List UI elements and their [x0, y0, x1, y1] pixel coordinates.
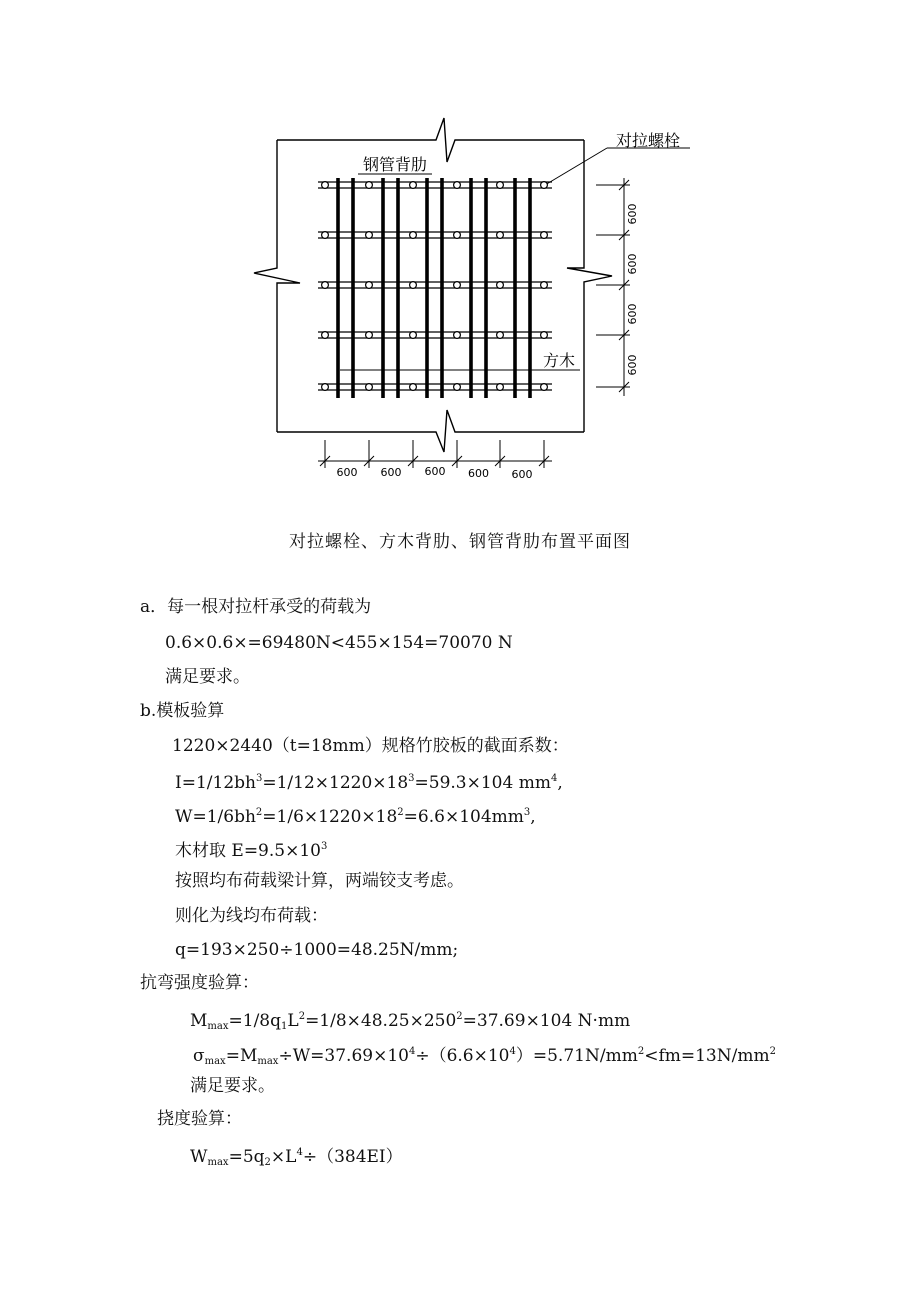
bolt-symbol: [454, 182, 461, 189]
dim-text-bottom: 600: [424, 465, 446, 478]
label-timber-batten: 方木: [542, 351, 576, 370]
dim-text-bottom: 600: [511, 468, 533, 481]
bolt-symbol: [366, 384, 373, 391]
bolt-symbol: [541, 182, 548, 189]
diagram-caption: 对拉螺栓、方木背肋、钢管背肋布置平面图: [289, 532, 631, 552]
bolt-symbol: [366, 182, 373, 189]
formula-q: q=193×250÷1000=48.25N/mm;: [175, 940, 459, 960]
bolt-symbol: [322, 332, 329, 339]
bolt-symbol: [541, 332, 548, 339]
bolt-symbol: [322, 282, 329, 289]
frame-left-edge: [254, 140, 300, 432]
item-a-calc: 0.6×0.6×=69480N<455×154=70070 N: [165, 633, 513, 653]
bolt-symbol: [410, 332, 417, 339]
bolt-symbol: [541, 282, 548, 289]
item-a-ok: 满足要求。: [165, 667, 250, 687]
label-steel-tube: 钢管背肋: [362, 155, 428, 174]
bolt-symbol: [454, 232, 461, 239]
layout-plan-diagram: [0, 0, 920, 500]
item-b-linear: 则化为线均布荷载：: [175, 906, 328, 926]
bolt-symbol: [497, 332, 504, 339]
bolt-symbol: [497, 384, 504, 391]
bolt-symbol: [322, 232, 329, 239]
dim-text-bottom: 600: [468, 467, 489, 480]
bolt-symbol: [410, 232, 417, 239]
bolt-symbol: [410, 384, 417, 391]
bolt-symbol: [541, 384, 548, 391]
formula-Wmax: $W_{max}=5q_2\times L^4\div(384EI)$: [190, 1147, 403, 1168]
bolt-symbol: [454, 384, 461, 391]
frame-right-edge: [567, 140, 612, 432]
dim-text-right: 600: [626, 253, 639, 275]
bolt-symbol: [322, 384, 329, 391]
deflection-title: 挠度验算：: [157, 1109, 242, 1129]
bolt-symbol: [366, 282, 373, 289]
dim-text-bottom: 600: [336, 466, 358, 479]
bolt-symbol: [410, 282, 417, 289]
item-b-title: b.模板验算: [140, 701, 225, 721]
dim-text-bottom: 600: [380, 466, 402, 479]
formula-Mmax: $M_{max}=1/8q_1L^2=1/8\times 48.25\times 250^2=37.69\times 104$ N·mm: [190, 1011, 631, 1032]
bolt-symbol: [410, 182, 417, 189]
formula-W: $W=1/6bh^2=1/6\times 1220\times 18^2=6.6\times 104mm^3$,: [175, 807, 536, 827]
frame-bottom-edge: [277, 410, 584, 452]
bolt-symbol: [497, 232, 504, 239]
label-tie-bolt: 对拉螺栓: [615, 131, 681, 150]
dim-text-right: 600: [626, 203, 639, 225]
bolt-symbol: [366, 332, 373, 339]
bending-title: 抗弯强度验算：: [140, 973, 259, 993]
bolt-symbol: [541, 232, 548, 239]
item-b-beam: 按照均布荷载梁计算，两端铰支考虑。: [175, 871, 464, 891]
dim-text-right: 600: [626, 354, 639, 376]
bolt-leader-line: [545, 148, 607, 185]
formula-I: $I=1/12bh^3=1/12\times 1220\times 18^3=59.3\times 104$ $mm^4$,: [175, 773, 563, 793]
bolt-symbol: [497, 282, 504, 289]
formula-E: 木材取 $E=9.5\times 10^3$: [175, 841, 328, 861]
dim-text-right: 600: [626, 303, 639, 325]
bending-ok: 满足要求。: [190, 1076, 275, 1096]
bolt-symbol: [497, 182, 504, 189]
bolt-symbol: [454, 282, 461, 289]
item-a-title: a．每一根对拉杆承受的荷载为: [140, 597, 372, 617]
bolt-symbol: [366, 232, 373, 239]
item-b-section: 1220×2440（t=18mm）规格竹胶板的截面系数：: [172, 736, 569, 756]
bolt-symbol: [322, 182, 329, 189]
frame-top-edge: [277, 118, 584, 162]
bolt-symbol: [454, 332, 461, 339]
formula-sigma: $\sigma_{max}=M_{max}\div W=37.69\times 10^4\div(6.6\times 10^4)=5.71N/mm^2<fm=13N/mm^2$: [193, 1046, 776, 1067]
